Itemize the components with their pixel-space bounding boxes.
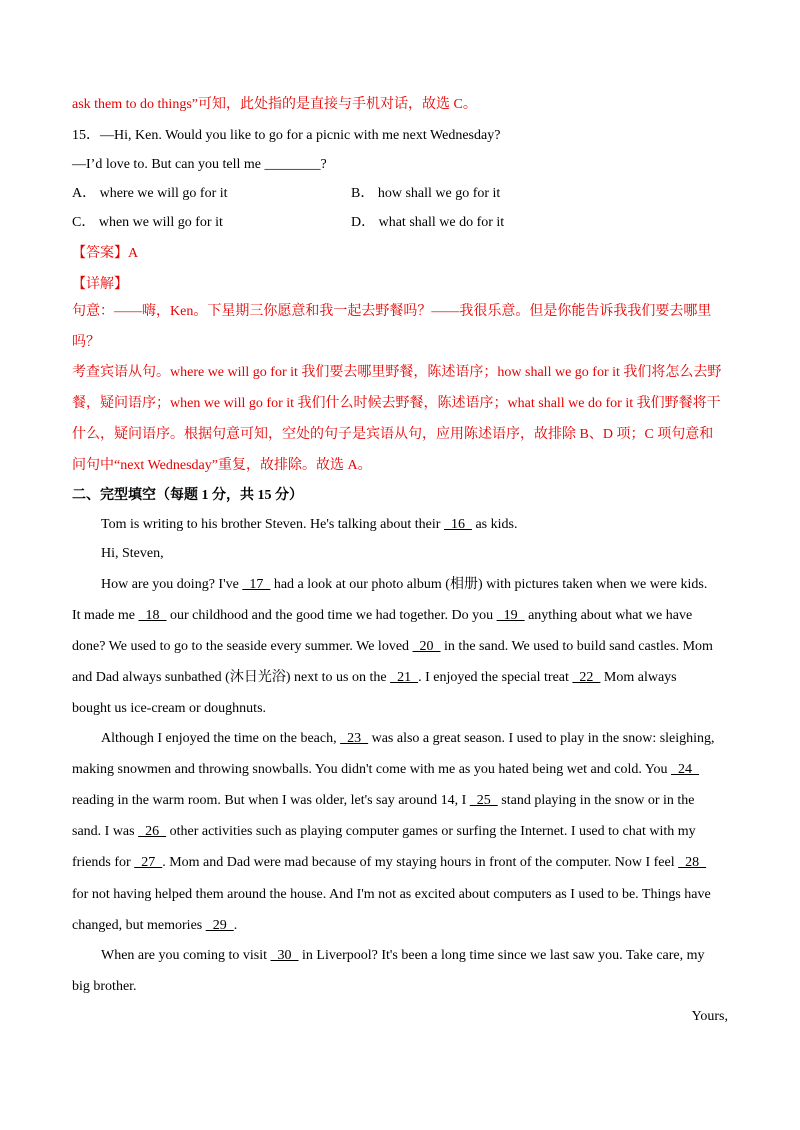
paragraph-line: friends for 27 . Mom and Dad were mad because of my staying hours in front of the computer. Now I feel 28: [72, 855, 707, 870]
blank-16[interactable]: 16: [443, 517, 472, 532]
blank-28[interactable]: 28: [678, 855, 707, 870]
blank-20[interactable]: 20: [412, 639, 441, 654]
paragraph-line: for not having helped them around the house. And I'm not as excited about computers as I used to be. Things have: [72, 887, 711, 902]
option-d: D． what shall we do for it: [351, 215, 505, 230]
paragraph-line: How are you doing? I've 17 had a look at our photo album (相册) with pictures taken when we were kids.: [101, 577, 708, 592]
paragraph-line: changed, but memories 29 .: [72, 918, 238, 933]
paragraph-line: reading in the warm room. But when I was older, let's say around 14, I 25 stand playing in the snow or in the: [72, 793, 695, 808]
paragraph-line: making snowmen and throwing snowballs. You didn't come with me as you hated being wet and cold. You 24: [72, 762, 700, 777]
blank-29[interactable]: 29: [205, 918, 234, 933]
blank-25[interactable]: 25: [469, 793, 498, 808]
cloze-intro: Tom is writing to his brother Steven. He's talking about their 16 as kids.: [101, 517, 518, 532]
blank-19[interactable]: 19: [496, 608, 525, 623]
paragraph-line: done? We used to go to the seaside every summer. We loved 20 in the sand. We used to build sand castles. Mom: [72, 639, 713, 654]
paragraph-line: bought us ice-cream or doughnuts.: [72, 701, 267, 716]
blank-17[interactable]: 17: [242, 577, 271, 592]
explanation-line: 吗？: [72, 335, 100, 350]
option-c: C． when we will go for it: [72, 215, 223, 230]
blank-23[interactable]: 23: [340, 731, 369, 746]
paragraph-line: and Dad always sunbathed (沐日光浴) next to us on the 21 . I enjoyed the special treat 22 Mom always: [72, 670, 677, 685]
question-15-stem: 15．—Hi, Ken. Would you like to go for a picnic with me next Wednesday?: [72, 128, 501, 143]
paragraph-line: It made me 18 our childhood and the good time we had together. Do you 19 anything about what we have: [72, 608, 693, 623]
blank-30[interactable]: 30: [270, 948, 299, 963]
option-b: B． how shall we go for it: [351, 186, 501, 201]
blank-27[interactable]: 27: [134, 855, 163, 870]
answer-label: 【答案】A: [72, 246, 139, 261]
section-heading: 二、完型填空（每题 1 分，共 15 分）: [72, 488, 303, 503]
paragraph-line: sand. I was 26 other activities such as playing computer games or surfing the Internet. I used to chat with my: [72, 824, 696, 839]
paragraph-line: When are you coming to visit 30 in Liverpool? It's been a long time since we last saw you. Take care, my: [101, 948, 705, 963]
explanation-line: 问句中“next Wednesday”重复，故排除。故选 A。: [72, 458, 372, 473]
blank-18[interactable]: 18: [138, 608, 167, 623]
explanation-line: 考查宾语从句。where we will go for it 我们要去哪里野餐，陈述语序；how shall we go for it 我们将怎么去野: [72, 365, 722, 380]
explanation-line: 什么，疑问语序。根据句意可知，空处的句子是宾语从句，应用陈述语序，故排除 B、D 项；C 项句意和: [72, 427, 714, 442]
paragraph-line: big brother.: [72, 979, 137, 994]
letter-greeting: Hi, Steven,: [101, 546, 164, 561]
letter-closing: Yours,: [691, 1009, 728, 1024]
question-15-response: —I’d love to. But can you tell me ________?: [72, 157, 327, 172]
blank-21[interactable]: 21: [390, 670, 419, 685]
blank-26[interactable]: 26: [138, 824, 167, 839]
explanation-line: 餐，疑问语序；when we will go for it 我们什么时候去野餐，陈述语序；what shall we do for it 我们野餐将干: [72, 396, 721, 411]
option-a: A． where we will go for it: [72, 186, 228, 201]
previous-explanation-tail: ask them to do things”可知，此处指的是直接与手机对话，故选 C。: [72, 97, 477, 112]
detail-heading: 【详解】: [72, 277, 128, 292]
blank-22[interactable]: 22: [572, 670, 601, 685]
explanation-line: 句意：——嗨，Ken。下星期三你愿意和我一起去野餐吗？——我很乐意。但是你能告诉我我们要去哪里: [72, 304, 712, 319]
blank-24[interactable]: 24: [671, 762, 700, 777]
paragraph-line: Although I enjoyed the time on the beach, 23 was also a great season. I used to play in the snow: sleighing,: [101, 731, 715, 746]
